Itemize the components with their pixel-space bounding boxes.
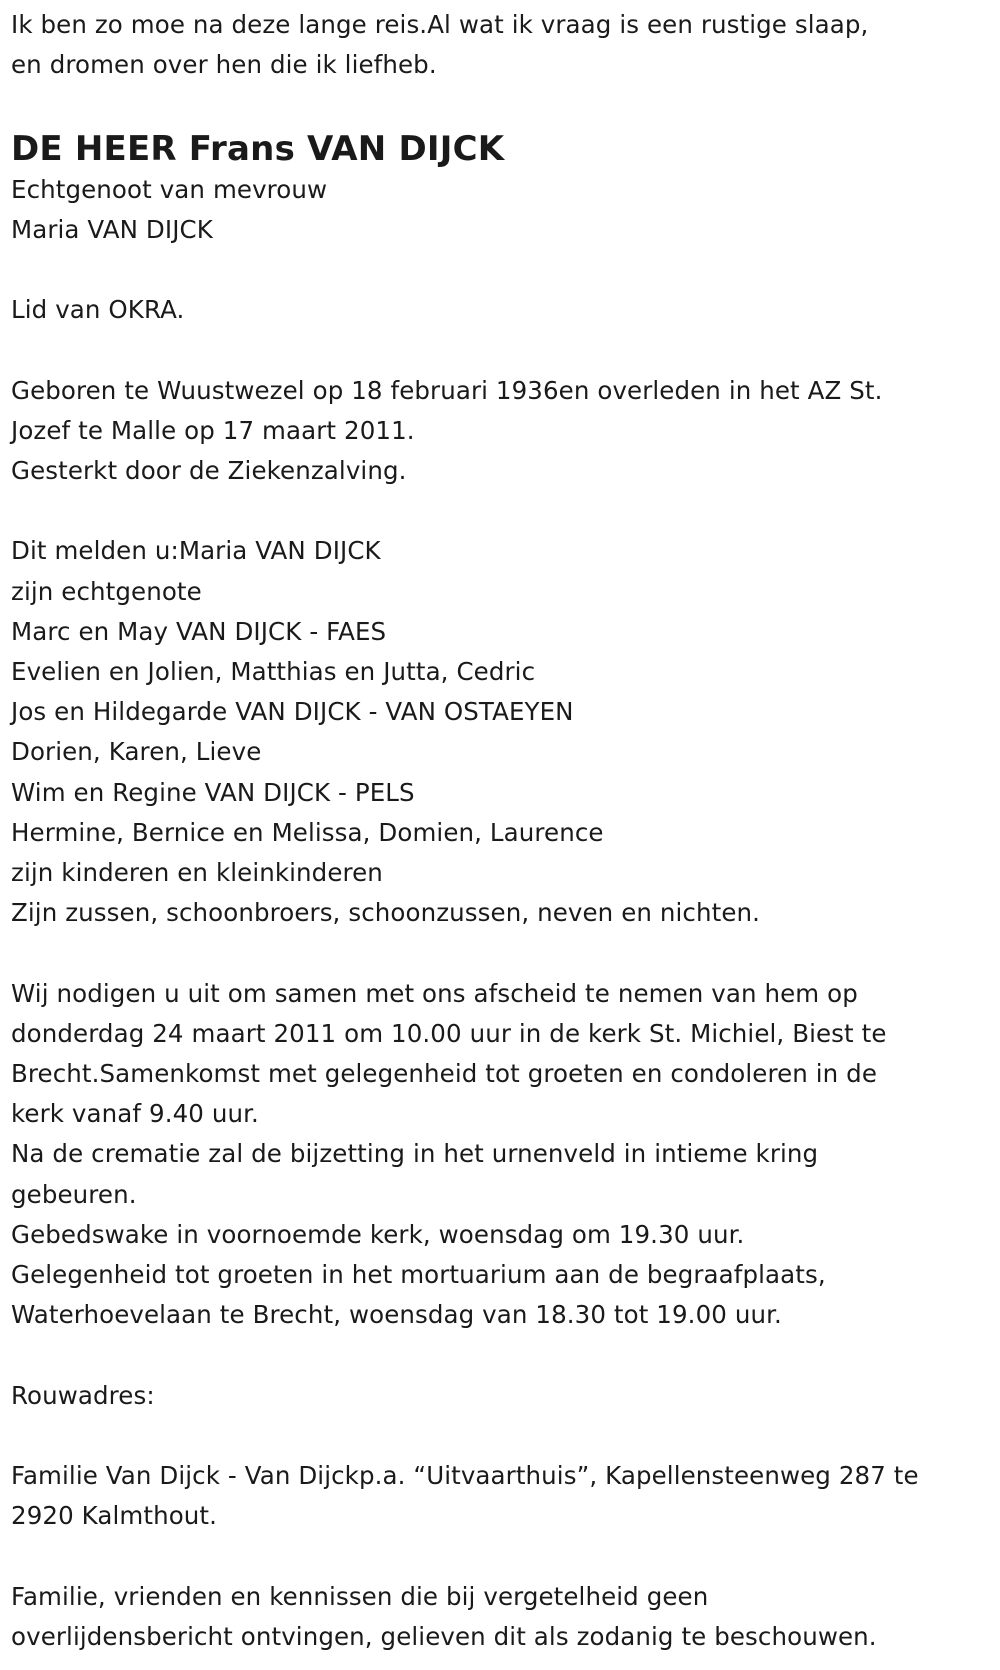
family-line: Dit melden u:Maria VAN DIJCK [11, 536, 381, 566]
spacer [11, 933, 980, 973]
spacer [11, 330, 980, 370]
ceremony-line: Brecht.Samenkomst met gelegenheid tot groeten en condoleren in de [11, 1059, 878, 1088]
family-line: Wim en Regine VAN DIJCK - PELS [11, 777, 415, 807]
spacer [11, 85, 980, 125]
ceremony-line: donderdag 24 maart 2011 om 10.00 uur in de kerk St. Michiel, Biest te [11, 1018, 887, 1048]
spacer [11, 1335, 980, 1375]
verse-line: Ik ben zo moe na deze lange reis.Al wat ik vraag is een rustige slaap, [11, 10, 869, 39]
deceased-name-title: DE HEER Frans VAN DIJCK [11, 128, 505, 169]
birth-death-line: Geboren te Wuustwezel op 18 februari 1936en overleden in het AZ St. [11, 375, 883, 405]
birth-death-line: Jozef te Malle op 17 maart 2011. [11, 415, 415, 445]
address-line: Familie Van Dijck - Van Dijckp.a. “Uitvaarthuis”, Kapellensteenweg 287 te [11, 1461, 919, 1490]
family-line: Jos en Hildegarde VAN DIJCK - VAN OSTAEYEN [11, 697, 574, 727]
family-line: Zijn zussen, schoonbroers, schoonzussen, neven en nichten. [11, 898, 761, 928]
closing-section [11, 1577, 980, 1657]
ceremony-line: kerk vanaf 9.40 uur. [11, 1099, 259, 1129]
birth-death-line: Gesterkt door de Ziekenzalving. [11, 455, 407, 485]
ceremony-section [11, 974, 980, 1336]
ceremony-line: gebeuren. [11, 1179, 137, 1209]
address-section [11, 1456, 980, 1536]
verse [11, 0, 980, 85]
family-line: zijn echtgenote [11, 576, 202, 606]
family-line: zijn kinderen en kleinkinderen [11, 858, 383, 887]
ceremony-line: Na de crematie zal de bijzetting in het urnenveld in intieme kring [11, 1139, 819, 1169]
spacer [11, 250, 980, 290]
family-line: Hermine, Bernice en Melissa, Domien, Laurence [11, 817, 604, 847]
address-line: 2920 Kalmthout. [11, 1501, 218, 1531]
spouse-line: Echtgenoot van mevrouw [11, 174, 328, 204]
closing-line: overlijdensbericht ontvingen, gelieven dit als zodanig te beschouwen. [11, 1621, 877, 1651]
ceremony-line: Wij nodigen u uit om samen met ons afscheid te nemen van hem op [11, 978, 858, 1008]
family-line: Marc en May VAN DIJCK - FAES [11, 616, 387, 646]
verse-line: en dromen over hen die ik liefheb. [11, 50, 437, 80]
address-label: Rouwadres: [11, 1380, 155, 1410]
ceremony-line: Waterhoevelaan te Brecht, woensdag van 18.30 tot 19.00 uur. [11, 1300, 782, 1330]
spacer [11, 1416, 980, 1456]
birth-death-section [11, 371, 980, 492]
ceremony-line: Gelegenheid tot groeten in het mortuarium aan de begraafplaats, [11, 1260, 826, 1290]
family-section [11, 531, 980, 933]
spacer [11, 491, 980, 531]
family-line: Evelien en Jolien, Matthias en Jutta, Cedric [11, 656, 536, 686]
ceremony-line: Gebedswake in voornoemde kerk, woensdag om 19.30 uur. [11, 1219, 745, 1249]
spacer [11, 1536, 980, 1576]
membership: Lid van OKRA. [11, 295, 185, 325]
family-line: Dorien, Karen, Lieve [11, 737, 262, 767]
closing-line: Familie, vrienden en kennissen die bij vergetelheid geen [11, 1581, 709, 1611]
spouse-line: Maria VAN DIJCK [11, 214, 213, 244]
